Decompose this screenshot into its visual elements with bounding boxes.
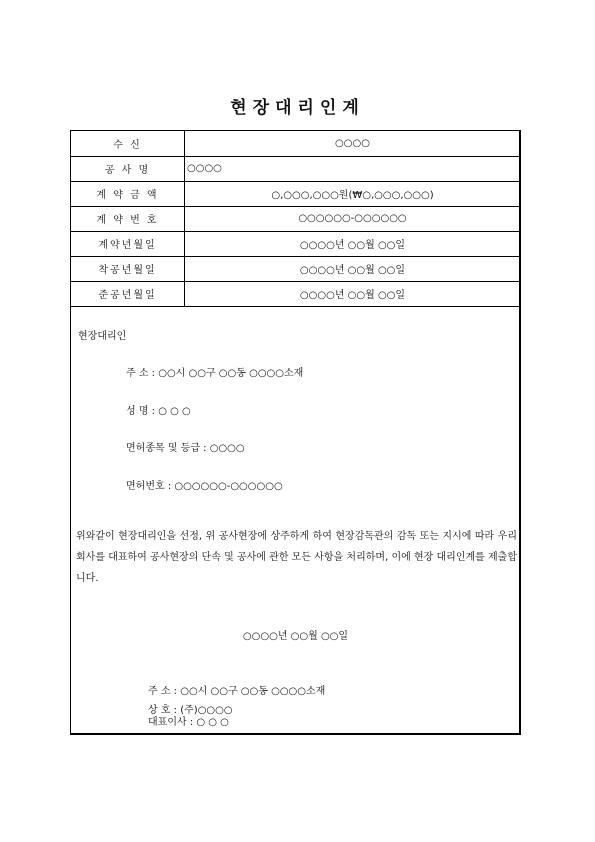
row-label: 착공년월일 <box>71 256 185 281</box>
row-value: ○○○○년 ○○월 ○○일 <box>299 265 406 276</box>
agent-license: 면허종목 및 등급 : ○○○○ <box>126 443 245 454</box>
table-row <box>71 281 520 307</box>
row-label: 공 사 명 <box>71 156 185 181</box>
agent-heading: 현장대리인 <box>78 331 127 342</box>
table-row <box>71 256 520 282</box>
row-value: ○○○○ <box>335 138 370 149</box>
row-label: 수 신 <box>71 131 185 156</box>
agent-name: 성 명 : ○ ○ ○ <box>126 406 191 417</box>
table-row <box>71 156 520 182</box>
company-name: 상 호 : (주)○○○○ <box>148 705 233 716</box>
row-value: ○○○○년 ○○월 ○○일 <box>299 240 406 251</box>
row-label: 준공년월일 <box>71 281 185 306</box>
row-value: ○○○○년 ○○월 ○○일 <box>299 290 406 301</box>
row-label: 계약년월일 <box>71 231 185 256</box>
table-row <box>71 206 520 232</box>
company-address: 주 소 : ○○시 ○○구 ○○동 ○○○○소재 <box>148 686 326 697</box>
table-row <box>71 231 520 257</box>
row-label: 계 약 번 호 <box>71 206 185 231</box>
agent-license-number: 면허번호 : ○○○○○○-○○○○○○ <box>126 481 283 492</box>
statement-paragraph: 위와같이 현장대리인을 선정, 위 공사현장에 상주하게 하여 현장감독관의 감독 또는 지시에 따라 우리회사를 대표하여 공사현장의 단속 및 공사에 관한 모든 사항을 처리하며, 이에 현장 대리인계를 제출합니다. <box>76 531 517 584</box>
document-frame <box>70 130 521 735</box>
row-label: 계 약 금 액 <box>71 181 185 206</box>
row-value: ○○○○ <box>187 163 222 174</box>
document-title: 현장대리인계 <box>230 98 365 118</box>
table-row <box>71 181 520 207</box>
row-value: ○○○○○○-○○○○○○ <box>298 213 407 224</box>
submission-date: ○○○○년 ○○월 ○○일 <box>242 631 349 642</box>
row-value: ○,○○○,○○○원(₩○,○○○,○○○) <box>271 190 434 201</box>
agent-address: 주 소 : ○○시 ○○구 ○○동 ○○○○소재 <box>126 368 304 379</box>
table-row <box>71 131 520 157</box>
company-ceo: 대표이사 : ○ ○ ○ <box>148 717 229 728</box>
